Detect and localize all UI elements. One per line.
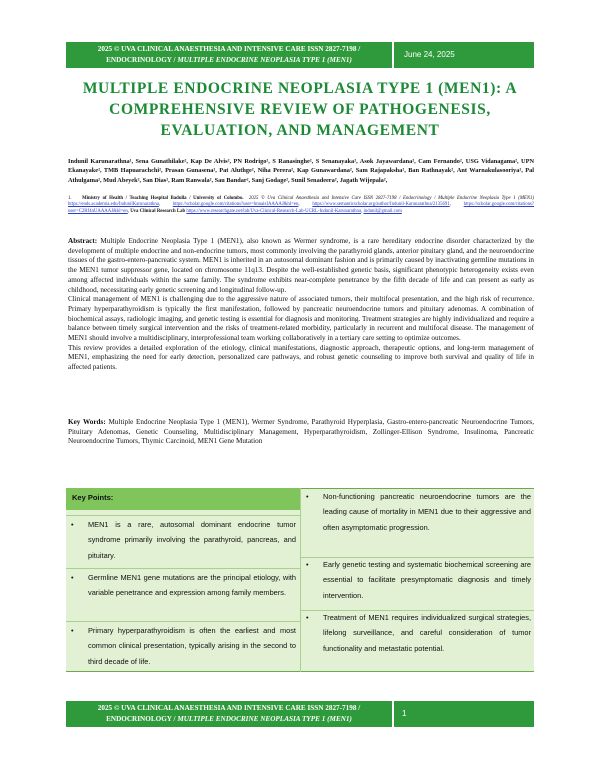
email-link[interactable]: indunil@gmail.com: [363, 208, 402, 214]
header-date: June 24, 2025: [394, 42, 534, 68]
keywords-text: Multiple Endocrine Neoplasia Type 1 (MEN1), Wermer Syndrome, Parathyroid Hyperplasia, Gastro-entero-pancreatic Neuroendocrine Tumors, Pituitary Adenomas, Genetic Counseling, Multidisciplinary Management, Hyperparathyroidism, Zollinger-Ellison Syndrome, Insulinoma, Pancreatic Neuroendocrine Tumors, Thymic Carcinoid, MEN1 Gene Mutation: [68, 418, 535, 446]
abstract-paragraph-3: This review provides a detailed exploration of the etiology, clinical manifestations, diagnostic approach, therapeutic options, and long-term management of MEN1, emphasizing the need for early detection, personalized care pathways, and robust genetic counseling to improve both survival and quality of life in affected patients.: [68, 343, 534, 372]
key-points-heading: Key Points:: [72, 493, 114, 502]
header-section: ENDOCRINOLOGY /: [106, 56, 178, 64]
key-points-right-column: [303, 489, 531, 656]
key-point-item: • Primary hyperparathyroidism is often the earliest and most common clinical presentation, typically arising in the second to third decade of life.: [68, 623, 296, 669]
key-points-left-column: [68, 517, 296, 669]
keywords: [68, 418, 534, 447]
abstract-label: Abstract:: [68, 237, 98, 245]
semantic-scholar-link[interactable]: https://www.semanticscholar.org/author/Indunil-Karunarathna/2135691: [312, 202, 450, 208]
key-point-item: • Treatment of MEN1 requires individualized surgical strategies, lifelong surveillance, and careful consideration of tumor functionality and metastatic potential.: [303, 610, 531, 656]
abstract-paragraph-1: Abstract: Multiple Endocrine Neoplasia Type 1 (MEN1), also known as Wermer syndrome, is a rare hereditary endocrine disorder characterized by the development of multiple endocrine and non-endocrine tumors, most commonly involving the parathyroid glands, anterior pituitary gland, and the neuroendocrine tissues of the gastro-entero-pancreatic system. MEN1 is inherited in an autosomal dominant fashion and is primarily caused by inactivating germline mutations in the MEN1 tumor suppressor gene, located on chromosome 11q13. Despite the well-established genetic basis, significant phenotypic heterogeneity exists even among affected individuals within the same family. The syndrome exhibits near-complete penetrance by the fifth decade of life and can present as early as childhood, necessitating early genetic screening and longitudinal follow-up.: [68, 237, 535, 294]
footer-section: ENDOCRINOLOGY /: [106, 715, 178, 723]
bullet-icon: •: [306, 492, 309, 501]
article-title: [66, 78, 534, 141]
academia-link[interactable]: https://ends.academia.edu/IndunilKarunarathna: [68, 202, 159, 208]
bullet-icon: •: [306, 613, 309, 622]
bullet-icon: •: [71, 573, 74, 582]
google-scholar-link-2[interactable]: https://scholar.google.com/citations?user=C2Rf4nUAAAAJ&hl=en: [68, 202, 534, 214]
researchgate-link[interactable]: https://www.researchgate.net/lab/Uva-Clinical-Research-Lab-UCRL-Indunil-Karunarathna: [186, 208, 362, 214]
title-line-1: MULTIPLE ENDOCRINE NEOPLASIA TYPE 1 (MEN1): A: [82, 80, 518, 97]
affiliation: 1. Ministry of Health / Teaching Hospital Badulla / University of Colombo. 2025 © Uva Clinical Anaesthesia and Intensive Care ISSN 2827-7198 / Endocrinology / Multiple Endocrine Neoplasia Type 1 (MEN1) https://ends.academia.edu/IndunilKarunarathna, https://scholar.google.com/citations?user=hnnaisIAAAAJ&hl=en, https://www.semanticscholar.org/author/Indunil-Karunarathna/2135691, https://scholar.google.com/citations?user=C2Rf4nUAAAAJ&hl=en, Uva Clinical Research Lab https://www.researchgate.net/lab/Uva-Clinical-Research-Lab-UCRL-Indunil-Karunarathna, indunil@gmail.com: [68, 196, 535, 214]
header-line-1: 2025 © UVA CLINICAL ANAESTHESIA AND INTENSIVE CARE ISSN 2827-7198 /: [97, 45, 361, 53]
bullet-icon: •: [71, 626, 74, 635]
key-points-row-line: [66, 515, 300, 516]
affiliation-journal: 2025 © Uva Clinical Anaesthesia and Intensive Care ISSN 2827-7198 / Endocrinology / Multiple Endocrine Neoplasia Type 1 (MEN1): [248, 196, 535, 201]
footer-line-1: 2025 © UVA CLINICAL ANAESTHESIA AND INTENSIVE CARE ISSN 2827-7198 /: [97, 704, 361, 712]
bullet-icon: •: [306, 560, 309, 569]
key-points-divider: [300, 488, 301, 672]
page-number: 1: [394, 701, 534, 727]
key-point-item: • Non-functioning pancreatic neuroendocrine tumors are the leading cause of mortality in MEN1 due to their aggressive and often asymptomatic progression.: [303, 489, 531, 557]
title-line-3: EVALUATION, AND MANAGEMENT: [160, 122, 440, 139]
title-line-2: COMPREHENSIVE REVIEW OF PATHOGENESIS,: [109, 101, 491, 118]
affiliation-text: Ministry of Health / Teaching Hospital Badulla / University of Colombo.: [82, 196, 244, 201]
abstract-paragraph-2: Clinical management of MEN1 is challenging due to the aggressive nature of associated tumors, their multifocal presentation, and the high risk of recurrence. Primary hyperparathyroidism is typically the first manifestation, followed by pancreatic neuroendocrine tumors and pituitary adenomas. A combination of biochemical assays, radiologic imaging, and genetic testing is essential for diagnosis and monitoring. Treatment strategies are highly individualized and require a balance between timely surgical intervention and the risks of treatment-related morbidity, particularly in recurrent and multifocal disease. The management of MEN1 should involve a multidisciplinary, interprofessional team working collaboratively in a tertiary care setting to optimize outcomes.: [68, 295, 534, 343]
header-topic: MULTIPLE ENDOCRINE NEOPLASIA TYPE 1 (MEN1): [177, 56, 352, 64]
journal-footer: [66, 701, 392, 727]
key-point-item: • MEN1 is a rare, autosomal dominant endocrine tumor syndrome primarily involving the parathyroid, pancreas, and pituitary.: [68, 517, 296, 570]
google-scholar-link[interactable]: https://scholar.google.com/citations?user=hnnaisIAAAAJ&hl=en: [172, 202, 299, 208]
lab-name: Uva Clinical Research Lab: [130, 208, 186, 214]
key-point-item: • Early genetic testing and systematic biochemical screening are essential to facilitate presymptomatic diagnosis and timely intervention.: [303, 557, 531, 610]
affiliation-number: 1.: [68, 196, 72, 201]
key-point-item: • Germline MEN1 gene mutations are the principal etiology, with variable penetrance and expression among family members.: [68, 570, 296, 623]
abstract: [68, 237, 534, 373]
journal-header: [66, 42, 392, 68]
author-list: Indunil Karunarathna¹, Sena Gunathilake², Kap De Alvis², PN Rodrigo², S Ranasinghe², S Senanayaka², Asok Jayawardana², Cam Fernando², USG Vidanagama², UPN Ekanayake², TMB Hapuarachchi², Prasan Gunasena², Pat Aluthge², Niha Perera², Kap Gunawardana², Sam Rajapaksha², Ban Rathnayak², Ant Warnakulasooriya², Pal Athulgama², Mud Abeyek², San Dias², Ram Ranwala², Sau Bandar², Sanj Godage², Sunil Senadeera², Jagath Wijepala²,: [68, 158, 534, 184]
header-line-2: [66, 55, 392, 66]
keywords-label: Key Words:: [68, 418, 106, 426]
footer-topic: MULTIPLE ENDOCRINE NEOPLASIA TYPE 1 (MEN1): [177, 715, 352, 723]
footer-line-2: [66, 714, 392, 725]
bullet-icon: •: [71, 520, 74, 529]
